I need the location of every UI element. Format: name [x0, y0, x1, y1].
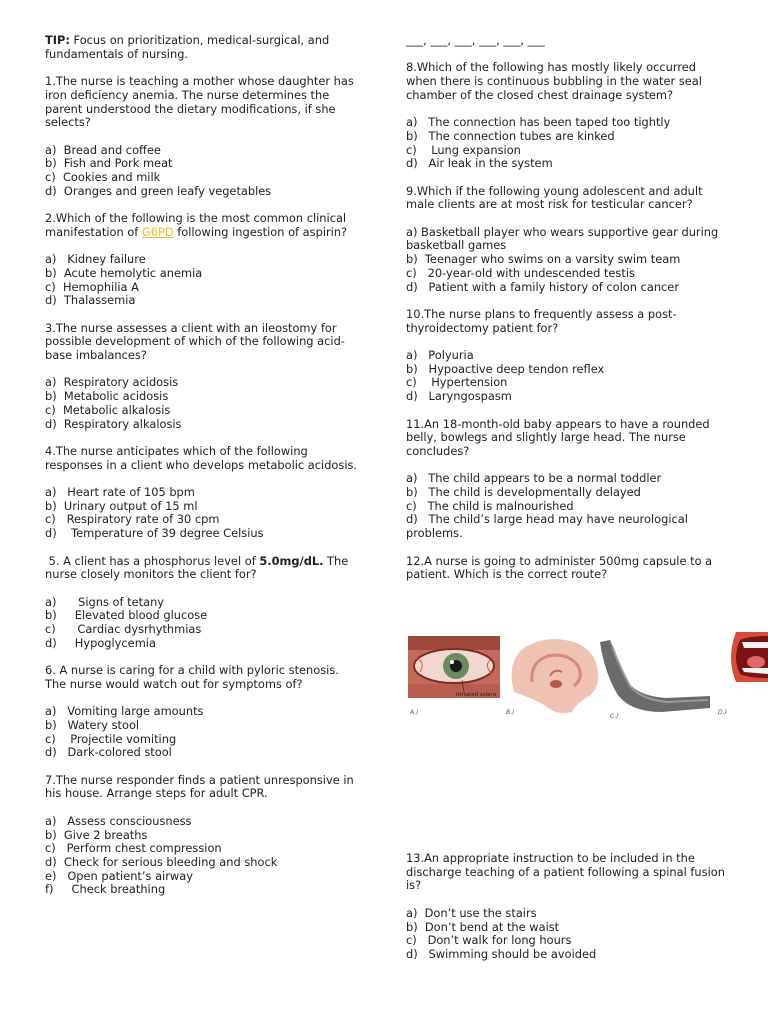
g6pd-link[interactable]: G6PD: [141, 224, 174, 239]
figure-label-b: B.): [506, 709, 515, 716]
question-7-option-a: a) Assess consciousness: [45, 813, 192, 828]
question-10-option-b: b) Hypoactive deep tendon reflex: [406, 361, 605, 376]
question-7-option-f: f) Check breathing: [45, 882, 166, 897]
question-11-option-d: d) The child’s large head may have neurological problems.: [406, 512, 692, 541]
question-12-text: 12.A nurse is going to administer 500mg capsule to a patient. Which is the correct route?: [406, 553, 716, 582]
question-13-option-a: a) Don’t use the stairs: [406, 905, 537, 920]
tip-paragraph: [45, 34, 363, 61]
question-3-option-c: c) Metabolic alkalosis: [45, 402, 171, 417]
question-5-options: [45, 596, 363, 651]
tip-label: TIP:: [45, 33, 70, 47]
question-7-text: 7.The nurse responder finds a patient unresponsive in his house. Arrange steps for adult CPR.: [45, 772, 358, 801]
question-13-option-c: c) Don’t walk for long hours: [406, 933, 572, 948]
question-6-option-b: b) Watery stool: [45, 717, 140, 732]
question-1-option-d: d) Oranges and green leafy vegetables: [45, 183, 272, 198]
question-10-options: [406, 349, 726, 404]
question-4-option-a: a) Heart rate of 105 bpm: [45, 485, 195, 500]
question-7-options: [45, 815, 363, 897]
question-1-text: 1.The nurse is teaching a mother whose daughter has iron deficiency anemia. The nurse determines the parent understood the dietary modifications, if she selects?: [45, 74, 358, 130]
right-column: [406, 34, 726, 596]
question-5-text-before: 5. A client has a phosphorus level of: [45, 553, 260, 568]
figure-label-a: A.): [410, 709, 419, 716]
question-1-option-a: a) Bread and coffee: [45, 142, 161, 157]
left-column: [45, 34, 363, 911]
question-13-block: [406, 851, 729, 975]
question-6-option-c: c) Projectile vomiting: [45, 731, 177, 746]
question-4-text: 4.The nurse anticipates which of the following responses in a client who develops metabolic acidosis.: [45, 443, 358, 472]
question-1-option-c: c) Cookies and milk: [45, 170, 161, 184]
question-9-option-a: a) Basketball player who wears supportive gear during basketball games: [406, 224, 722, 253]
route-options-figure: [406, 632, 768, 724]
question-5-option-b: b) Elevated blood glucose: [45, 608, 208, 623]
question-6-text: 6. A nurse is caring for a child with pyloric stenosis. The nurse would watch out for symptoms of?: [45, 663, 343, 691]
question-2-option-d: d) Thalassemia: [45, 293, 136, 308]
figure-label-d: D.): [718, 709, 727, 716]
question-5-text-after: The nurse closely monitors the client for?: [45, 553, 352, 582]
question-2-option-a: a) Kidney failure: [45, 252, 146, 267]
question-6-option-a: a) Vomiting large amounts: [45, 704, 204, 719]
question-8-option-b: b) The connection tubes are kinked: [406, 128, 615, 143]
question-4-options: [45, 486, 363, 541]
question-4-option-c: c) Respiratory rate of 30 cpm: [45, 512, 220, 527]
question-3-text: 3.The nurse assesses a client with an ileostomy for possible development of which of the following acid-base imbalances?: [45, 320, 345, 363]
question-5-option-d: d) Hypoglycemia: [45, 635, 156, 650]
question-8-option-c: c) Lung expansion: [406, 142, 521, 157]
question-7-option-c: c) Perform chest compression: [45, 841, 222, 856]
phosphorus-value: 5.0mg/dL.: [259, 553, 324, 568]
ear-image: [512, 639, 599, 713]
eye-image: [408, 636, 500, 698]
question-9-option-b: b) Teenager who swims on a varsity swim team: [406, 252, 681, 267]
question-1-option-b: b) Fish and Pork meat: [45, 156, 173, 171]
question-4-option-b: b) Urinary output of 15 ml: [45, 498, 198, 513]
question-3-options: [45, 376, 363, 431]
question-11-options: [406, 472, 726, 541]
question-6-option-d: d) Dark-colored stool: [45, 745, 172, 760]
question-7-option-e: e) Open patient’s airway: [45, 868, 193, 883]
question-9-text: 9.Which if the following young adolescent and adult male clients are at most risk for testicular cancer?: [406, 183, 707, 212]
question-8-options: [406, 116, 726, 171]
question-7-option-d: d) Check for serious bleeding and shock: [45, 854, 278, 869]
question-10-option-a: a) Polyuria: [406, 348, 474, 363]
question-3-option-a: a) Respiratory acidosis: [45, 375, 179, 390]
question-2-options: [45, 253, 363, 308]
question-11-option-c: c) The child is malnourished: [406, 498, 574, 513]
question-13-options: [406, 907, 726, 962]
question-2-text-after: following ingestion of aspirin?: [173, 224, 348, 239]
question-9-option-c: c) 20-year-old with undescended testis: [406, 265, 635, 280]
question-7-option-b: b) Give 2 breaths: [45, 827, 148, 842]
question-2-text-before: 2.Which of the following is the most common clinical manifestation of: [45, 211, 350, 239]
question-6-options: [45, 705, 363, 760]
question-8-option-d: d) Air leak in the system: [406, 156, 553, 171]
question-5-option-c: c) Cardiac dysrhythmias: [45, 622, 202, 637]
question-13-option-b: b) Don’t bend at the waist: [406, 919, 560, 934]
arm-image: [600, 640, 710, 712]
question-9-options: [406, 226, 726, 295]
question-13-text: 13.An appropriate instruction to be included in the discharge teaching of a patient following a spinal fusion is?: [406, 851, 729, 893]
question-4-option-d: d) Temperature of 39 degree Celsius: [45, 526, 264, 541]
question-13-option-d: d) Swimming should be avoided: [406, 946, 597, 961]
question-2-option-b: b) Acute hemolytic anemia: [45, 265, 203, 280]
question-11-option-a: a) The child appears to be a normal toddler: [406, 471, 662, 486]
question-1-options: [45, 144, 363, 199]
figure-label-c: C.): [610, 713, 619, 720]
question-3-option-d: d) Respiratory alkalosis: [45, 416, 182, 431]
tip-text: Focus on prioritization, medical-surgical, and fundamentals of nursing.: [45, 33, 333, 61]
question-5-option-a: a) Signs of tetany: [45, 594, 165, 609]
question-11-option-b: b) The child is developmentally delayed: [406, 485, 641, 500]
eye-caption: Irritated sclera: [456, 692, 497, 698]
question-10-text: 10.The nurse plans to frequently assess a post-thyroidectomy patient for?: [406, 306, 677, 335]
question-10-option-d: d) Laryngospasm: [406, 389, 512, 404]
question-11-text: 11.An 18-month-old baby appears to have a rounded belly, bowlegs and slightly large head. The nurse concludes?: [406, 416, 714, 458]
mouth-image: [731, 632, 768, 682]
answer-blanks: ___, ___, ___, ___, ___, ___: [406, 33, 545, 47]
question-2-text: [45, 212, 363, 239]
question-8-text: 8.Which of the following has mostly likely occurred when there is continuous bubbling in the water seal chamber of the closed chest drainage system?: [406, 60, 706, 102]
question-8-option-a: a) The connection has been taped too tightly: [406, 115, 671, 130]
question-5-text: [45, 555, 363, 582]
question-9-option-d: d) Patient with a family history of colon cancer: [406, 279, 680, 294]
question-10-option-c: c) Hypertension: [406, 375, 508, 390]
question-3-option-b: b) Metabolic acidosis: [45, 389, 169, 404]
question-2-option-c: c) Hemophilia A: [45, 279, 139, 294]
